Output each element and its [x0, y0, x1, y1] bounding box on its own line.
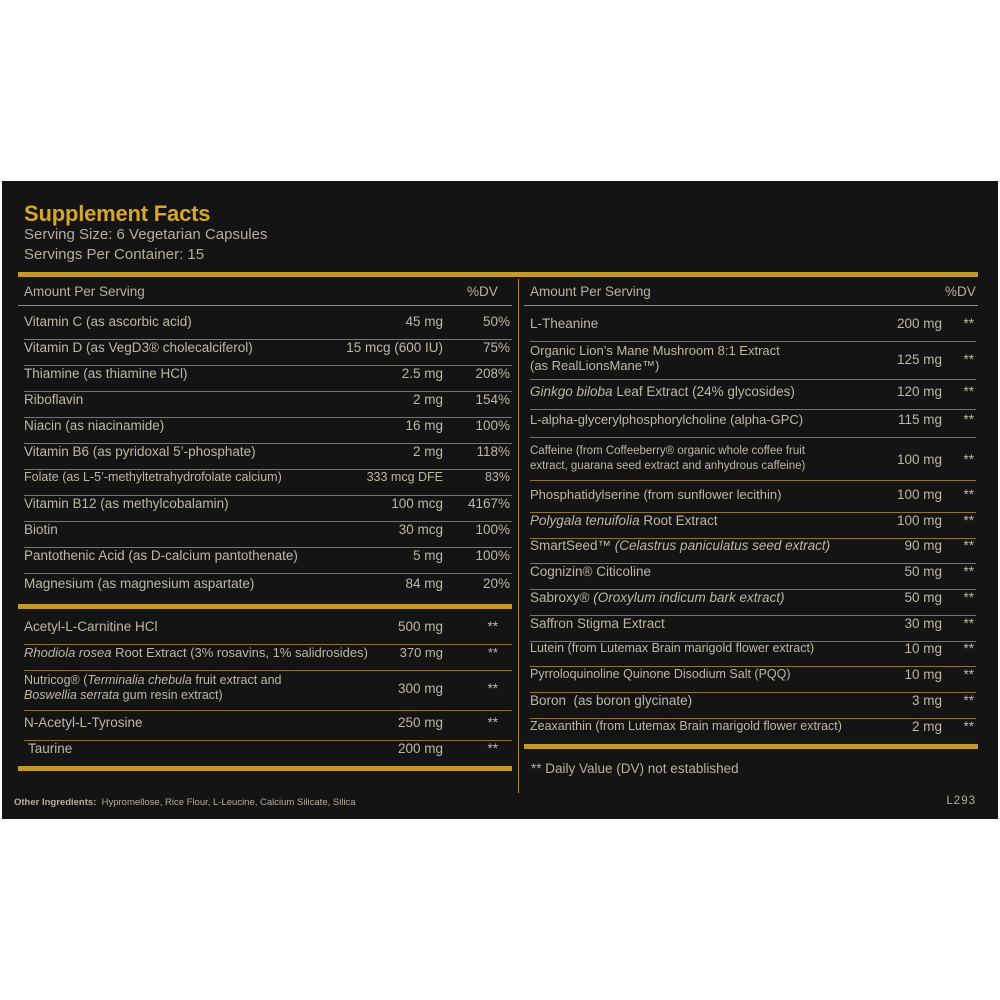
nutrient-amount: 2.5 mg: [401, 366, 443, 381]
ingredient-dv: **: [963, 412, 974, 427]
ingredient-name: Phosphatidylserine (from sunflower lecithin): [530, 487, 782, 502]
left-amount-header: Amount Per Serving: [24, 284, 145, 299]
nutrient-dv: 83%: [484, 470, 510, 484]
left-bottom-rule: [18, 766, 512, 771]
left-header-line: [18, 305, 512, 306]
ingredient-name: SmartSeed™ (Celastrus paniculatus seed extract): [530, 538, 831, 553]
table-row: [530, 564, 976, 590]
ingredient-amount: 115 mg: [897, 412, 942, 427]
right-header-line: [524, 305, 978, 306]
nutrient-dv: 50%: [482, 314, 510, 329]
ingredient-name: Caffeine (from Coffeeberry® organic whole coffee fruit extract, guarana seed extract and anhydrous caffeine): [530, 445, 806, 472]
ingredient-amount: 10 mg: [904, 641, 942, 656]
table-row: [24, 548, 512, 574]
nutrient-dv: 118%: [476, 444, 510, 459]
ingredient-name: Nutricog® (Terminalia chebula fruit extract and Boswellia serrata gum resin extract): [24, 673, 282, 702]
nutrient-amount: 2 mg: [412, 392, 443, 407]
nutrient-dv: 20%: [482, 576, 510, 591]
right-dv-header: %DV: [945, 284, 976, 299]
ingredient-amount: 500 mg: [397, 619, 443, 634]
other-ingredients-label: Other Ingredients:: [14, 797, 97, 808]
table-row: [530, 538, 976, 564]
table-row: [24, 741, 512, 767]
servings-per-container: Servings Per Container: 15: [24, 246, 205, 263]
nutrient-dv: 75%: [482, 340, 510, 355]
nutrient-name: Niacin (as niacinamide): [24, 418, 165, 433]
table-row: [530, 719, 976, 745]
table-row: [530, 693, 976, 719]
ingredient-amount: 370 mg: [399, 645, 443, 660]
table-row: [530, 641, 976, 667]
table-row: [24, 619, 512, 645]
nutrient-dv: 100%: [475, 548, 510, 563]
nutrient-amount: 45 mg: [405, 314, 443, 329]
table-row: [24, 496, 512, 522]
ingredient-amount: 3 mg: [911, 693, 942, 708]
ingredient-dv: **: [963, 384, 974, 399]
ingredient-dv: **: [963, 352, 974, 367]
nutrient-dv: 208%: [475, 366, 510, 381]
table-row: [530, 513, 976, 539]
nutrient-amount: 2 mg: [412, 444, 443, 459]
ingredient-dv: **: [963, 667, 974, 682]
nutrient-dv: 100%: [475, 418, 510, 433]
ingredient-name: Ginkgo biloba Leaf Extract (24% glycosides): [530, 384, 795, 399]
ingredient-dv: **: [487, 681, 498, 696]
ingredient-name: Saffron Stigma Extract: [530, 616, 665, 631]
ingredient-name: Zeaxanthin (from Lutemax Brain marigold flower extract): [530, 719, 842, 733]
nutrient-name: Vitamin B12 (as methylcobalamin): [24, 496, 229, 511]
table-row: [24, 576, 512, 602]
nutrient-name: Biotin: [24, 522, 58, 537]
ingredient-dv: **: [963, 452, 974, 467]
nutrient-dv: 4167%: [467, 496, 510, 511]
ingredient-dv: **: [963, 641, 974, 656]
table-row: [24, 366, 512, 392]
nutrient-amount: 16 mg: [405, 418, 443, 433]
table-row: [24, 470, 512, 496]
left-section-rule: [18, 604, 512, 609]
ingredient-amount: 100 mg: [896, 513, 942, 528]
nutrient-name: Vitamin C (as ascorbic acid): [24, 314, 192, 329]
nutrient-name: Vitamin D (as VegD3® cholecalciferol): [24, 340, 253, 355]
ingredient-amount: 50 mg: [904, 564, 942, 579]
ingredient-amount: 90 mg: [904, 538, 942, 553]
ingredient-name: Lutein (from Lutemax Brain marigold flower extract): [530, 641, 815, 655]
header-rule: [18, 272, 978, 277]
nutrient-name: Thiamine (as thiamine HCl): [24, 366, 188, 381]
nutrient-amount: 100 mcg: [391, 496, 443, 511]
nutrient-name: Folate (as L-5’-methyltetrahydrofolate calcium): [24, 470, 282, 484]
table-row: [530, 616, 976, 642]
table-row: [24, 418, 512, 444]
table-row: [530, 667, 976, 693]
ingredient-dv: **: [963, 316, 974, 331]
right-amount-header: Amount Per Serving: [530, 284, 651, 299]
table-row: [530, 384, 976, 410]
table-row: [530, 316, 976, 342]
table-row: [530, 487, 976, 513]
ingredient-dv: **: [963, 719, 974, 734]
ingredient-name: Boron (as boron glycinate): [530, 693, 693, 708]
nutrient-amount: 84 mg: [405, 576, 443, 591]
ingredient-name: Acetyl-L-Carnitine HCl: [24, 619, 158, 634]
ingredient-name: L-alpha-glycerylphosphorylcholine (alpha-GPC): [530, 412, 804, 427]
table-row: [530, 590, 976, 616]
table-row: [24, 444, 512, 470]
nutrient-name: Magnesium (as magnesium aspartate): [24, 576, 255, 591]
ingredient-name: Organic Lion’s Mane Mushroom 8:1 Extract (as RealLionsMane™): [530, 343, 780, 373]
ingredient-dv: **: [487, 619, 498, 634]
nutrient-dv: 154%: [475, 392, 510, 407]
supplement-facts-panel: [2, 181, 998, 819]
ingredient-amount: 100 mg: [896, 487, 942, 502]
ingredient-amount: 250 mg: [397, 715, 443, 730]
ingredient-name: Polygala tenuifolia Root Extract: [530, 513, 718, 528]
other-ingredients-list: Hypromellose, Rice Flour, L-Leucine, Calcium Silicate, Silica: [101, 797, 356, 808]
panel-title: Supplement Facts: [24, 201, 211, 226]
ingredient-amount: 200 mg: [896, 316, 942, 331]
table-row: [530, 412, 976, 438]
ingredient-dv: **: [963, 590, 974, 605]
ingredient-dv: **: [487, 741, 498, 756]
lot-code: L293: [946, 795, 976, 807]
nutrient-amount: 30 mcg: [398, 522, 443, 537]
nutrient-amount: 5 mg: [412, 548, 443, 563]
ingredient-dv: **: [963, 513, 974, 528]
ingredient-name: Sabroxy® (Oroxylum indicum bark extract): [530, 590, 785, 605]
footnote: ** Daily Value (DV) not established: [531, 761, 739, 776]
ingredient-name: Taurine: [28, 741, 73, 756]
ingredient-dv: **: [487, 715, 498, 730]
nutrient-amount: 333 mcg DFE: [366, 470, 443, 484]
column-divider: [518, 279, 519, 793]
ingredient-name: N-Acetyl-L-Tyrosine: [24, 715, 143, 730]
left-dv-header: %DV: [467, 284, 498, 299]
nutrient-name: Riboflavin: [24, 392, 84, 407]
ingredient-name: L-Theanine: [530, 316, 599, 331]
ingredient-amount: 120 mg: [896, 384, 942, 399]
serving-size: Serving Size: 6 Vegetarian Capsules: [24, 226, 268, 243]
ingredient-amount: 100 mg: [896, 452, 942, 467]
table-row: [24, 392, 512, 418]
ingredient-dv: **: [487, 645, 498, 660]
ingredient-amount: 50 mg: [904, 590, 942, 605]
ingredient-dv: **: [963, 487, 974, 502]
table-row: [24, 671, 512, 711]
ingredient-amount: 30 mg: [904, 616, 942, 631]
table-row: [530, 441, 976, 481]
nutrient-dv: 100%: [475, 522, 510, 537]
table-row: [24, 522, 512, 548]
ingredient-name: Pyrroloquinoline Quinone Disodium Salt (PQQ): [530, 667, 791, 681]
ingredient-name: Rhodiola rosea Root Extract (3% rosavins, 1% salidrosides): [24, 645, 368, 660]
nutrient-name: Pantothenic Acid (as D-calcium pantothenate): [24, 548, 298, 563]
ingredient-amount: 10 mg: [904, 667, 942, 682]
ingredient-dv: **: [963, 616, 974, 631]
right-bottom-rule: [524, 744, 978, 749]
ingredient-amount: 200 mg: [397, 741, 443, 756]
table-row: [530, 342, 976, 380]
ingredient-dv: **: [963, 693, 974, 708]
ingredient-name: Cognizin® Citicoline: [530, 564, 651, 579]
table-row: [24, 340, 512, 366]
ingredient-dv: **: [963, 538, 974, 553]
ingredient-amount: 300 mg: [397, 681, 443, 696]
nutrient-name: Vitamin B6 (as pyridoxal 5’-phosphate): [24, 444, 256, 459]
table-row: [24, 645, 512, 671]
ingredient-amount: 125 mg: [896, 352, 942, 367]
other-ingredients: [14, 797, 356, 808]
ingredient-amount: 2 mg: [911, 719, 942, 734]
table-row: [24, 314, 512, 340]
ingredient-dv: **: [963, 564, 974, 579]
table-row: [24, 715, 512, 741]
nutrient-amount: 15 mcg (600 IU): [346, 340, 443, 355]
